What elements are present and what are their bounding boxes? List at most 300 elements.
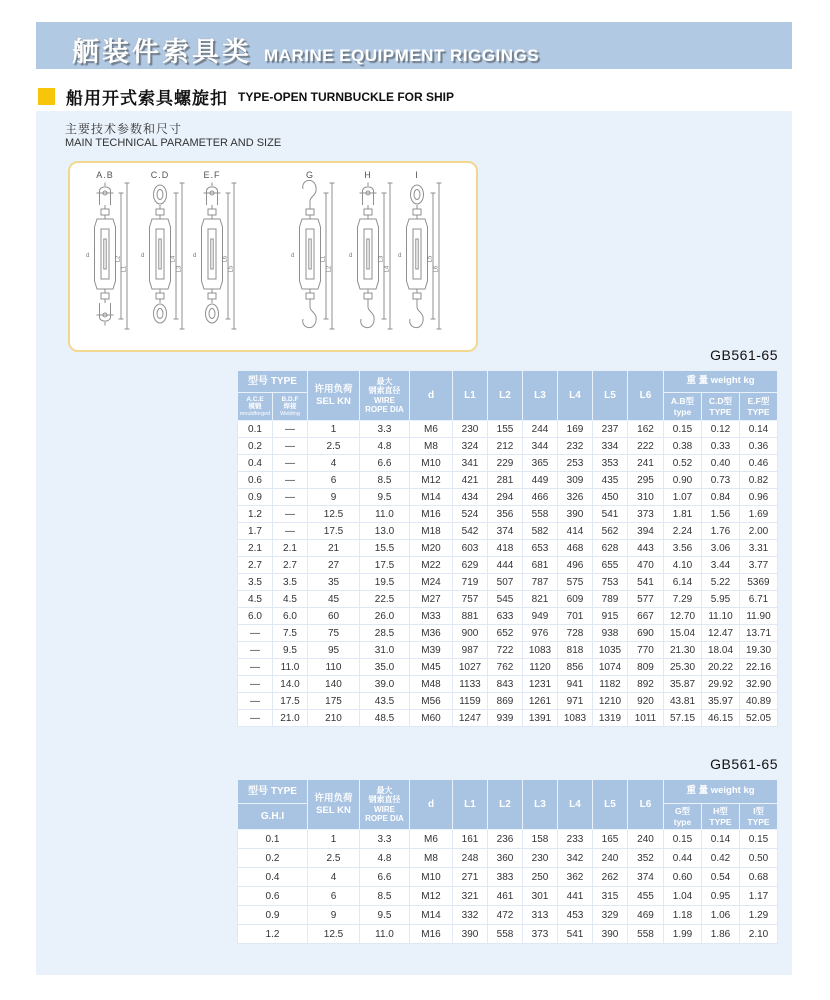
dimension-label-d: d — [141, 253, 145, 259]
dimension-label: L4 — [170, 255, 177, 263]
table-cell: 40.89 — [740, 693, 778, 710]
table-cell: M33 — [410, 608, 453, 625]
table-cell: — — [238, 642, 273, 659]
table-cell: 1.69 — [740, 506, 778, 523]
table-cell: 722 — [488, 642, 523, 659]
table-cell: 295 — [628, 472, 664, 489]
col-header-weight-ab: A.B型 type — [664, 393, 702, 421]
col-header-type: 型号 TYPE — [238, 780, 308, 804]
table-cell: 1.99 — [664, 925, 702, 944]
table-cell: 2.7 — [273, 557, 308, 574]
table-cell: 449 — [523, 472, 558, 489]
table-cell: 1.17 — [740, 887, 778, 906]
table-cell: — — [238, 710, 273, 727]
table-row — [238, 642, 778, 659]
table-cell: 329 — [593, 906, 628, 925]
table-cell: 443 — [628, 540, 664, 557]
table-cell: 757 — [453, 591, 488, 608]
table-cell: 22.16 — [740, 659, 778, 676]
table-cell: 633 — [488, 608, 523, 625]
dimension-label: L6 — [433, 265, 440, 273]
col-header-l3: L3 — [523, 371, 558, 421]
turnbuckle-diagram-box — [68, 161, 478, 352]
dimension-label: L2 — [326, 265, 333, 273]
table-cell: M56 — [410, 693, 453, 710]
table-cell: 558 — [523, 506, 558, 523]
table-cell: 690 — [628, 625, 664, 642]
table-cell: 326 — [558, 489, 593, 506]
turnbuckle-figure — [86, 183, 130, 330]
table-cell: 900 — [453, 625, 488, 642]
table-row — [238, 693, 778, 710]
table-cell: 394 — [628, 523, 664, 540]
table-cell: 938 — [593, 625, 628, 642]
table-cell: 0.54 — [702, 868, 740, 887]
table-row — [238, 489, 778, 506]
table-cell: 2.1 — [273, 540, 308, 557]
table-cell: 418 — [488, 540, 523, 557]
table-cell: 6.71 — [740, 591, 778, 608]
diagram-figure-label: I — [415, 170, 419, 180]
table-cell: 8.5 — [360, 472, 410, 489]
section-title-zh: 船用开式索具螺旋扣 — [66, 89, 228, 108]
table-row — [238, 625, 778, 642]
table-cell: 3.31 — [740, 540, 778, 557]
table-cell: 52.05 — [740, 710, 778, 727]
table-cell: 421 — [453, 472, 488, 489]
dimension-label-d: d — [86, 253, 90, 259]
table-cell: M36 — [410, 625, 453, 642]
intro-line-en: MAIN TECHNICAL PARAMETER AND SIZE — [65, 137, 282, 149]
table-cell: 229 — [488, 455, 523, 472]
table-cell: 21.30 — [664, 642, 702, 659]
table-cell: M12 — [410, 887, 453, 906]
col-header-load: 许用负荷 SEL KN — [308, 780, 360, 830]
table-row — [238, 506, 778, 523]
table-cell: 681 — [523, 557, 558, 574]
table-cell: 1.2 — [238, 506, 273, 523]
table-cell: 470 — [628, 557, 664, 574]
table-row — [238, 830, 778, 849]
table-cell: 1391 — [523, 710, 558, 727]
table-cell: 244 — [523, 421, 558, 438]
table-cell: 856 — [558, 659, 593, 676]
table-cell: 3.56 — [664, 540, 702, 557]
table-cell: 158 — [523, 830, 558, 849]
table-cell: 48.5 — [360, 710, 410, 727]
table-cell: 0.15 — [664, 421, 702, 438]
table-cell: 3.3 — [360, 421, 410, 438]
table-cell: 321 — [453, 887, 488, 906]
table-cell: 472 — [488, 906, 523, 925]
table-cell: M24 — [410, 574, 453, 591]
dimension-label-d: d — [193, 253, 197, 259]
table-cell: 374 — [628, 868, 664, 887]
table-cell: 0.95 — [702, 887, 740, 906]
table-cell: 1319 — [593, 710, 628, 727]
table-cell: 1.81 — [664, 506, 702, 523]
table-cell: 496 — [558, 557, 593, 574]
table-cell: 575 — [558, 574, 593, 591]
table-cell: 2.5 — [308, 849, 360, 868]
table-cell: M12 — [410, 472, 453, 489]
turnbuckle-line-drawing — [70, 163, 476, 350]
table-cell: 162 — [628, 421, 664, 438]
table-row — [238, 868, 778, 887]
table-cell: M27 — [410, 591, 453, 608]
col-header-type-ghi: G.H.I — [238, 804, 308, 830]
col-header-wire-dia: 最大 钢索直径 WIRE ROPE DIA — [360, 371, 410, 421]
table-cell: 582 — [523, 523, 558, 540]
table-cell: M14 — [410, 906, 453, 925]
table-cell: 169 — [558, 421, 593, 438]
table-cell: 230 — [453, 421, 488, 438]
table-cell: 12.5 — [308, 506, 360, 523]
table-row — [238, 455, 778, 472]
table-cell: 1159 — [453, 693, 488, 710]
col-header-load: 许用负荷 SEL KN — [308, 371, 360, 421]
table-cell: 12.70 — [664, 608, 702, 625]
yellow-bullet-icon — [38, 88, 55, 105]
table-cell: 818 — [558, 642, 593, 659]
table-cell: 12.5 — [308, 925, 360, 944]
table-cell: 6 — [308, 472, 360, 489]
col-header-weight-i: I型 TYPE — [740, 804, 778, 830]
section-title — [38, 84, 454, 109]
table-cell: 0.96 — [740, 489, 778, 506]
table-cell: 653 — [523, 540, 558, 557]
table-cell: 11.0 — [360, 506, 410, 523]
table-cell: 315 — [593, 887, 628, 906]
table-cell: 20.22 — [702, 659, 740, 676]
table-cell: M39 — [410, 642, 453, 659]
table-cell: 0.50 — [740, 849, 778, 868]
col-header-type: 型号 TYPE — [238, 371, 308, 393]
col-header-weight-cd: C.D型 TYPE — [702, 393, 740, 421]
table-cell: 32.90 — [740, 676, 778, 693]
col-header-l1: L1 — [453, 780, 488, 830]
table-cell: 12.47 — [702, 625, 740, 642]
table-cell: 15.04 — [664, 625, 702, 642]
table-cell: 46.15 — [702, 710, 740, 727]
table-cell: M22 — [410, 557, 453, 574]
col-header-weight: 重 量 weight kg — [664, 780, 778, 804]
table-cell: 0.36 — [740, 438, 778, 455]
table-cell: 1 — [308, 830, 360, 849]
table-cell: 0.1 — [238, 830, 308, 849]
table-cell: M14 — [410, 489, 453, 506]
table-cell: 360 — [488, 849, 523, 868]
table-cell: 281 — [488, 472, 523, 489]
table-cell: 13.71 — [740, 625, 778, 642]
table-row — [238, 438, 778, 455]
table-row — [238, 710, 778, 727]
table-cell: 450 — [593, 489, 628, 506]
table-cell: 57.15 — [664, 710, 702, 727]
col-header-l6: L6 — [628, 371, 664, 421]
table-cell: 324 — [453, 438, 488, 455]
table-row — [238, 906, 778, 925]
table-row — [238, 591, 778, 608]
col-header-weight: 重 量 weight kg — [664, 371, 778, 393]
table-cell: 939 — [488, 710, 523, 727]
table-cell: M48 — [410, 676, 453, 693]
table-row — [238, 659, 778, 676]
table-cell: 6.0 — [238, 608, 273, 625]
table-cell: 17.5 — [273, 693, 308, 710]
table-cell: 0.15 — [664, 830, 702, 849]
table-cell: 0.60 — [664, 868, 702, 887]
table-cell: 26.0 — [360, 608, 410, 625]
spec-table-types-abcdef — [237, 370, 778, 727]
table-cell: — — [238, 693, 273, 710]
table-cell: 241 — [628, 455, 664, 472]
dimension-label: L3 — [176, 265, 183, 273]
table-cell: 0.14 — [702, 830, 740, 849]
table-cell: 629 — [453, 557, 488, 574]
table-cell: 334 — [593, 438, 628, 455]
diagram-figure-label: H — [364, 170, 372, 180]
table-cell: 843 — [488, 676, 523, 693]
table-cell: 453 — [558, 906, 593, 925]
table-cell: 1011 — [628, 710, 664, 727]
table-cell: 313 — [523, 906, 558, 925]
table-cell: 892 — [628, 676, 664, 693]
dimension-label: L1 — [320, 255, 327, 263]
table-cell: 0.2 — [238, 438, 273, 455]
table-cell: 3.77 — [740, 557, 778, 574]
table-cell: 0.4 — [238, 455, 273, 472]
table-cell: 13.0 — [360, 523, 410, 540]
table-cell: 1083 — [558, 710, 593, 727]
table-cell: 0.1 — [238, 421, 273, 438]
table-cell: 110 — [308, 659, 360, 676]
table-cell: — — [273, 523, 308, 540]
table-cell: 17.5 — [308, 523, 360, 540]
dimension-label: L6 — [222, 255, 229, 263]
table-cell: 11.10 — [702, 608, 740, 625]
table-cell: 0.38 — [664, 438, 702, 455]
table-cell: 390 — [558, 506, 593, 523]
table-cell: M8 — [410, 849, 453, 868]
table-cell: 2.1 — [238, 540, 273, 557]
turnbuckle-figure — [349, 183, 393, 330]
table-cell: 1261 — [523, 693, 558, 710]
page-title-en: MARINE EQUIPMENT RIGGINGS — [264, 46, 540, 65]
table-cell: 240 — [593, 849, 628, 868]
table-cell: M10 — [410, 455, 453, 472]
table-cell: 3.06 — [702, 540, 740, 557]
table-row — [238, 574, 778, 591]
table-cell: 31.0 — [360, 642, 410, 659]
table-row — [238, 557, 778, 574]
table-cell: 165 — [593, 830, 628, 849]
col-header-l4: L4 — [558, 371, 593, 421]
table-cell: 155 — [488, 421, 523, 438]
table-cell: 0.90 — [664, 472, 702, 489]
table-cell: 27 — [308, 557, 360, 574]
table-row — [238, 608, 778, 625]
table-cell: 821 — [523, 591, 558, 608]
table-cell: 0.6 — [238, 472, 273, 489]
table-cell: 869 — [488, 693, 523, 710]
table-cell: 1.18 — [664, 906, 702, 925]
table-cell: 920 — [628, 693, 664, 710]
table-cell: 4.5 — [273, 591, 308, 608]
dimension-label: L2 — [115, 255, 122, 263]
table-cell: 6.6 — [360, 868, 410, 887]
table-cell: 236 — [488, 830, 523, 849]
dimension-label-d: d — [398, 253, 402, 259]
table-cell: M18 — [410, 523, 453, 540]
table-cell: 558 — [488, 925, 523, 944]
table-cell: 11.0 — [273, 659, 308, 676]
turnbuckle-figure — [141, 183, 185, 329]
page-title-zh: 舾装件索具类 — [72, 37, 252, 67]
table-cell: 1.29 — [740, 906, 778, 925]
table-cell: 4 — [308, 455, 360, 472]
table-cell: 1182 — [593, 676, 628, 693]
table-cell: — — [273, 489, 308, 506]
table-cell: — — [238, 676, 273, 693]
table-cell: 3.5 — [273, 574, 308, 591]
table-cell: 1.56 — [702, 506, 740, 523]
table-cell: 18.04 — [702, 642, 740, 659]
table-row — [238, 887, 778, 906]
table-cell: 976 — [523, 625, 558, 642]
table-cell: 17.5 — [360, 557, 410, 574]
table-cell: 809 — [628, 659, 664, 676]
table-cell: 0.4 — [238, 868, 308, 887]
table-cell: 1.7 — [238, 523, 273, 540]
table-cell: 4.10 — [664, 557, 702, 574]
col-header-weight-h: H型 TYPE — [702, 804, 740, 830]
table-cell: 787 — [523, 574, 558, 591]
table-cell: 175 — [308, 693, 360, 710]
table-cell: 1.2 — [238, 925, 308, 944]
table-cell: 1 — [308, 421, 360, 438]
table-cell: M60 — [410, 710, 453, 727]
table-cell: 8.5 — [360, 887, 410, 906]
table-cell: 0.2 — [238, 849, 308, 868]
table-cell: 362 — [558, 868, 593, 887]
table-cell: 541 — [558, 925, 593, 944]
table-cell: 341 — [453, 455, 488, 472]
table-cell: 212 — [488, 438, 523, 455]
table-cell: 19.5 — [360, 574, 410, 591]
table-cell: 75 — [308, 625, 360, 642]
table-cell: — — [273, 472, 308, 489]
table-cell: 0.42 — [702, 849, 740, 868]
table-cell: 237 — [593, 421, 628, 438]
table-cell: 441 — [558, 887, 593, 906]
table-cell: M45 — [410, 659, 453, 676]
table-row — [238, 849, 778, 868]
table-cell: 233 — [558, 830, 593, 849]
table-cell: 2.00 — [740, 523, 778, 540]
diagram-figure-label: A.B — [96, 170, 114, 180]
spec-table-types-ghi — [237, 779, 778, 944]
table-cell: 373 — [628, 506, 664, 523]
table-cell: 461 — [488, 887, 523, 906]
table-cell: 271 — [453, 868, 488, 887]
table-cell: 45 — [308, 591, 360, 608]
table-cell: 562 — [593, 523, 628, 540]
table-cell: 365 — [523, 455, 558, 472]
table-cell: 0.6 — [238, 887, 308, 906]
table-cell: 941 — [558, 676, 593, 693]
table-cell: 240 — [628, 830, 664, 849]
table-cell: 230 — [523, 849, 558, 868]
table-cell: 1.06 — [702, 906, 740, 925]
table-cell: 11.0 — [360, 925, 410, 944]
table-cell: 541 — [628, 574, 664, 591]
table-cell: 466 — [523, 489, 558, 506]
table-cell: 0.15 — [740, 830, 778, 849]
table-cell: 5369 — [740, 574, 778, 591]
table-cell: 6.6 — [360, 455, 410, 472]
table-cell: 14.0 — [273, 676, 308, 693]
table-cell: 435 — [593, 472, 628, 489]
table-cell: 352 — [628, 849, 664, 868]
table-cell: 667 — [628, 608, 664, 625]
table-cell: 15.5 — [360, 540, 410, 557]
table-cell: 5.22 — [702, 574, 740, 591]
table-cell: 3.5 — [238, 574, 273, 591]
table-cell: 0.73 — [702, 472, 740, 489]
table-cell: 39.0 — [360, 676, 410, 693]
table-cell: M16 — [410, 506, 453, 523]
col-header-l1: L1 — [453, 371, 488, 421]
table-cell: 222 — [628, 438, 664, 455]
table-cell: 390 — [593, 925, 628, 944]
table-cell: 434 — [453, 489, 488, 506]
col-header-type-bdf: B.D.F 焊接 Welding — [273, 393, 308, 421]
table-cell: 507 — [488, 574, 523, 591]
table-cell: 0.12 — [702, 421, 740, 438]
table-cell: 43.5 — [360, 693, 410, 710]
table-cell: 6.14 — [664, 574, 702, 591]
table-cell: 0.9 — [238, 906, 308, 925]
table-cell: 1.07 — [664, 489, 702, 506]
diagram-figure-label: C.D — [150, 170, 170, 180]
table-cell: 28.5 — [360, 625, 410, 642]
table-cell: — — [238, 659, 273, 676]
table-cell: M6 — [410, 830, 453, 849]
table-cell: 577 — [628, 591, 664, 608]
table-cell: 21 — [308, 540, 360, 557]
table-cell: 1231 — [523, 676, 558, 693]
table-cell: — — [238, 625, 273, 642]
table-cell: 545 — [488, 591, 523, 608]
table-cell: 0.46 — [740, 455, 778, 472]
table-row — [238, 523, 778, 540]
table-cell: 253 — [558, 455, 593, 472]
table-cell: 383 — [488, 868, 523, 887]
col-header-l2: L2 — [488, 371, 523, 421]
table-cell: 987 — [453, 642, 488, 659]
table-cell: 35.0 — [360, 659, 410, 676]
table-row — [238, 421, 778, 438]
col-header-weight-ef: E.F型 TYPE — [740, 393, 778, 421]
col-header-l5: L5 — [593, 780, 628, 830]
table-cell: 35.97 — [702, 693, 740, 710]
table-cell: 1.04 — [664, 887, 702, 906]
table-cell: — — [273, 455, 308, 472]
diagram-figure-label: G — [305, 170, 314, 180]
table-cell: 4.8 — [360, 438, 410, 455]
table-cell: 29.92 — [702, 676, 740, 693]
